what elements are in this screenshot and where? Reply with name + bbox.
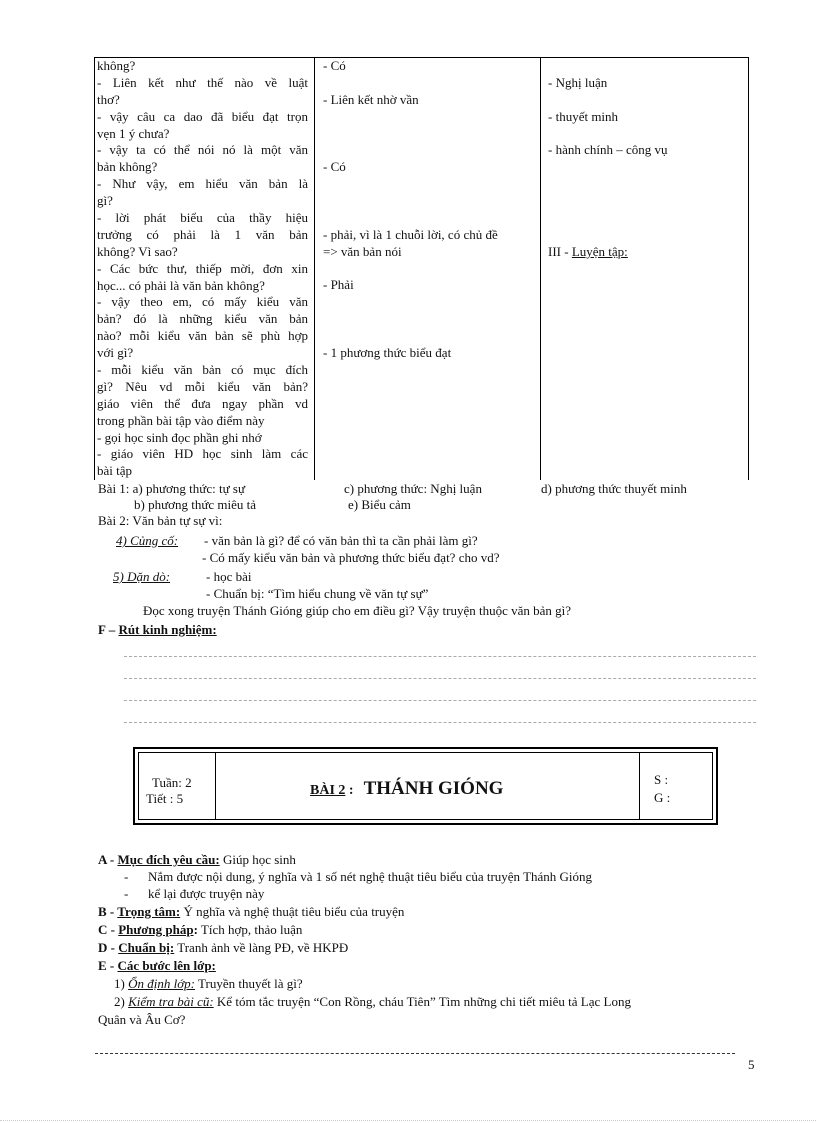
- consolidate-line: - văn bản là gì? để có văn bản thì ta cần phải làm gì?: [204, 533, 478, 548]
- question-line: nào? mỗi kiểu văn bản sẽ phù hợp: [97, 328, 308, 344]
- review-heading: F – Rút kinh nghiệm:: [98, 622, 217, 637]
- exercise-1b: b) phương thức miêu tả: [134, 497, 257, 512]
- question-line: bản không?: [97, 159, 158, 175]
- section-e: E - Các bước lên lớp:: [98, 958, 216, 973]
- note-line: - Nghị luận: [548, 75, 608, 90]
- table-divider-2: [540, 57, 541, 480]
- question-line: trong phần bài tập vào điểm này: [97, 412, 265, 428]
- review-line: [124, 678, 756, 679]
- question-line: - vậy ta có thể nói nó là một văn: [97, 142, 308, 158]
- lesson-title: BÀI 2 : THÁNH GIÓNG: [310, 778, 504, 799]
- question-line: học... có phải là văn bản không?: [97, 277, 265, 293]
- lesson-period: Tiết : 5: [146, 791, 184, 806]
- question-line: - vậy theo em, có mấy kiểu văn: [97, 294, 308, 310]
- table-border-left: [94, 57, 95, 480]
- footer-rule: [95, 1053, 735, 1054]
- question-line: không? Vì sao?: [97, 243, 178, 259]
- exercise-1e: e) Biểu cảm: [348, 497, 411, 512]
- answer-line: - 1 phương thức biểu đạt: [323, 345, 452, 360]
- question-line: - Như vậy, em hiểu văn bản là: [97, 176, 308, 192]
- question-line: với gì?: [97, 345, 134, 361]
- question-line: giáo viên thể đưa ngay phần vd: [97, 395, 308, 411]
- question-line: - mỗi kiểu văn bản có mục đích: [97, 362, 308, 378]
- section-c: C - Phương pháp: Tích hợp, thảo luận: [98, 922, 303, 937]
- answer-line: - Có: [323, 159, 346, 174]
- section-e-step2-cont: Quân và Âu Cơ?: [98, 1012, 186, 1027]
- table-column-questions: [97, 58, 308, 480]
- homework-line: - Chuẩn bị: “Tìm hiểu chung về văn tự sự”: [206, 586, 429, 601]
- question-line: - giáo viên HD học sinh làm các: [97, 446, 308, 462]
- answer-line: - Phải: [323, 277, 354, 292]
- answer-line: - Có: [323, 58, 346, 73]
- section-a-item: - Nắm được nội dung, ý nghĩa và 1 số nét nghệ thuật tiêu biểu của truyện Thánh Gióng: [124, 869, 593, 884]
- homework-line: Đọc xong truyện Thánh Gióng giúp cho em điều gì? Vậy truyện thuộc văn bản gì?: [143, 603, 572, 618]
- question-line: bản? đó là những kiểu văn bản: [97, 311, 308, 327]
- section-e-step2: 2) Kiểm tra bài cũ: Kể tóm tắc truyện “Con Rồng, cháu Tiên” Tìm những chi tiết miêu tả Lạc Long: [114, 994, 631, 1009]
- question-line: gì? Nêu vd mỗi kiểu văn bản?: [97, 378, 308, 394]
- lesson-box-divider: [215, 752, 216, 820]
- question-line: vẹn 1 ý chưa?: [97, 125, 170, 141]
- review-line: [124, 722, 756, 723]
- question-line: - gọi học sinh đọc phần ghi nhớ: [97, 429, 262, 445]
- exercise-1d: d) phương thức thuyết minh: [541, 481, 687, 496]
- practice-heading: III - Luyện tập:: [548, 244, 628, 259]
- homework-line: - học bài: [206, 569, 252, 584]
- question-line: - Các bức thư, thiếp mời, đơn xin: [97, 260, 308, 276]
- lesson-g: G :: [654, 790, 671, 805]
- consolidate-line: - Có mấy kiểu văn bản và phương thức biểu đạt? cho vd?: [202, 550, 500, 565]
- section-e-step1: 1) Ổn định lớp: Truyền thuyết là gì?: [114, 976, 303, 991]
- question-line: - Liên kết như thế nào về luật: [97, 74, 308, 90]
- section-d: D - Chuẩn bị: Tranh ảnh về làng PĐ, về HKPĐ: [98, 940, 349, 955]
- answer-line: => văn bản nói: [323, 244, 402, 259]
- section-b: B - Trọng tâm: Ý nghĩa và nghệ thuật tiêu biểu của truyện: [98, 904, 405, 919]
- note-line: - hành chính – công vụ: [548, 142, 668, 157]
- question-line: không?: [97, 58, 136, 73]
- lesson-s: S :: [654, 772, 669, 787]
- question-line: trưởng có phải là 1 văn bản: [97, 226, 308, 242]
- exercise-1c: c) phương thức: Nghị luận: [344, 481, 482, 496]
- exercise-2: Bài 2: Văn bản tự sự vì:: [98, 513, 223, 528]
- question-line: gì?: [97, 193, 113, 209]
- question-line: thơ?: [97, 91, 120, 107]
- table-border-right: [748, 57, 749, 480]
- lesson-box-divider: [639, 752, 640, 820]
- question-line: - lời phát biểu của thầy hiệu: [97, 210, 308, 226]
- page-number: 5: [748, 1057, 755, 1072]
- question-line: - vậy câu ca dao đã biểu đạt trọn: [97, 108, 308, 124]
- homework-label: 5) Dặn dò:: [113, 569, 171, 584]
- answer-line: - Liên kết nhờ vần: [323, 92, 419, 107]
- review-line: [124, 656, 756, 657]
- consolidate-label: 4) Củng cố:: [116, 533, 179, 548]
- review-line: [124, 700, 756, 701]
- section-a-item: - kể lại được truyện này: [124, 886, 265, 901]
- lesson-week: Tuần: 2: [152, 775, 192, 790]
- table-divider-1: [314, 57, 315, 480]
- note-line: - thuyết minh: [548, 109, 619, 124]
- question-line: bài tập: [97, 463, 133, 479]
- section-a: A - Mục đích yêu cầu: Giúp học sinh: [98, 852, 296, 867]
- exercise-1a: Bài 1: a) phương thức: tự sự: [98, 481, 245, 496]
- page-edge: [0, 1120, 816, 1121]
- answer-line: - phải, vì là 1 chuỗi lời, có chủ đề: [323, 227, 498, 242]
